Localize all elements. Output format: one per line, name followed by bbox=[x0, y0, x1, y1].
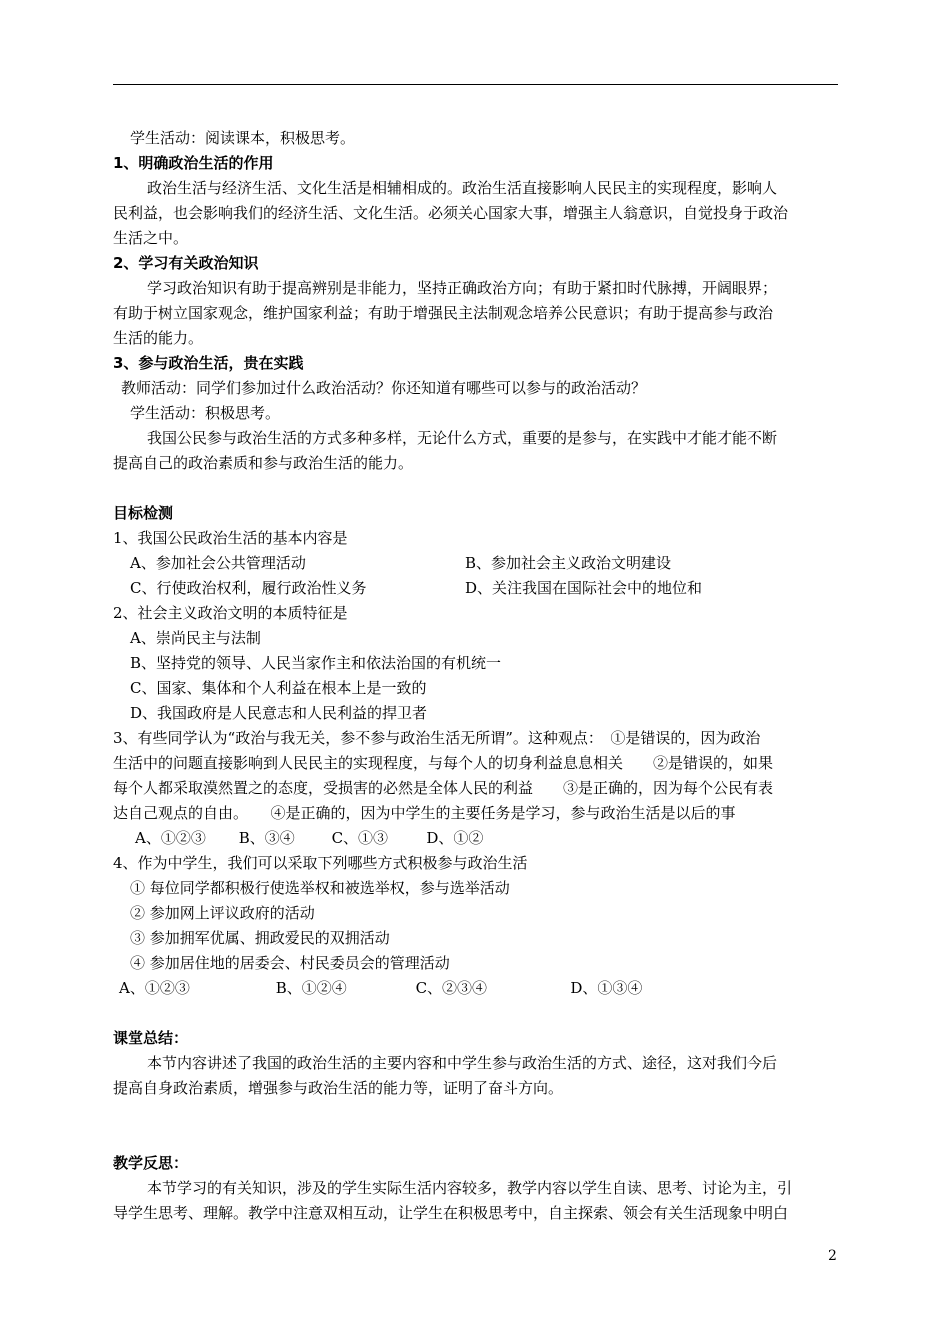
summary-para-end: 提高自身政治素质，增强参与政治生活的能力等，证明了奋斗方向。 bbox=[113, 1079, 564, 1097]
question-3-cont-2: 每个人都采取漠然置之的态度，受损害的必然是全体人民的利益 ③是正确的，因为每个公民有表 bbox=[113, 779, 774, 797]
q4-option-c: C、②③④ bbox=[415, 979, 488, 997]
q2-option-a: A、崇尚民主与法制 bbox=[130, 629, 261, 647]
q4-option-d: D、①③④ bbox=[570, 979, 643, 997]
q4-option-a: A、①②③ bbox=[119, 979, 190, 997]
para-1-end: 生活之中。 bbox=[113, 229, 189, 247]
spacer bbox=[113, 476, 838, 501]
q4-item-4: ④ 参加居住地的居委会、村民委员会的管理活动 bbox=[130, 954, 450, 972]
question-2: 2、社会主义政治文明的本质特征是 bbox=[113, 604, 348, 622]
student-activity-1: 学生活动：阅读课本，积极思考。 bbox=[130, 129, 356, 147]
q4-option-b: B、①②④ bbox=[275, 979, 347, 997]
question-4-options bbox=[113, 976, 838, 1001]
spacer bbox=[113, 1001, 838, 1026]
q4-item-1: ① 每位同学都积极行使选举权和被选举权，参与选举活动 bbox=[130, 879, 510, 897]
para-2-end: 生活的能力。 bbox=[113, 329, 204, 347]
reflection-para-cont: 导学生思考、理解。教学中注意双相互动，让学生在积极思考中，自主探索、领会有关生活现象中明白 bbox=[113, 1204, 789, 1222]
document-body bbox=[113, 126, 838, 1226]
question-4: 4、作为中学生，我们可以采取下列哪些方式积极参与政治生活 bbox=[113, 854, 528, 872]
q2-option-b: B、坚持党的领导、人民当家作主和依法治国的有机统一 bbox=[130, 654, 502, 672]
q2-option-d: D、我国政府是人民意志和人民利益的捍卫者 bbox=[130, 704, 428, 722]
question-3-options bbox=[113, 826, 838, 851]
question-3: 3、有些同学认为“政治与我无关，参不参与政治生活无所谓”。这种观点： ①是错误的，因为政治 bbox=[113, 729, 761, 747]
q3-option-a: A、①②③ bbox=[135, 829, 206, 847]
para-2-cont: 有助于树立国家观念，维护国家利益；有助于增强民主法制观念培养公民意识；有助于提高参与政治 bbox=[113, 304, 774, 322]
q1-option-a: A、参加社会公共管理活动 bbox=[130, 554, 306, 572]
heading-1: 1、明确政治生活的作用 bbox=[113, 154, 274, 172]
heading-3: 3、参与政治生活，贵在实践 bbox=[113, 354, 304, 372]
para-1: 政治生活与经济生活、文化生活是相辅相成的。政治生活直接影响人民民主的实现程度，影响人 bbox=[147, 179, 778, 197]
teacher-activity: 教师活动：同学们参加过什么政治活动？你还知道有哪些可以参与的政治活动？ bbox=[121, 379, 647, 397]
question-3-cont-3: 达自己观点的自由。 ④是正确的，因为中学生的主要任务是学习，参与政治生活是以后的事 bbox=[113, 804, 736, 822]
q4-item-2: ② 参加网上评议政府的活动 bbox=[130, 904, 315, 922]
section-teaching-reflection: 教学反思： bbox=[113, 1154, 189, 1172]
q1-option-b: B、参加社会主义政治文明建设 bbox=[465, 554, 672, 572]
spacer bbox=[113, 1101, 838, 1151]
page-number: 2 bbox=[828, 1248, 837, 1264]
question-1-options-row-1 bbox=[113, 551, 838, 576]
question-3-cont-1: 生活中的问题直接影响到人民民主的实现程度，与每个人的切身利益息息相关 ②是错误的，如果 bbox=[113, 754, 774, 772]
q4-item-3: ③ 参加拥军优属、拥政爱民的双拥活动 bbox=[130, 929, 390, 947]
question-1-options-row-2 bbox=[113, 576, 838, 601]
section-goal-test: 目标检测 bbox=[113, 504, 174, 522]
student-activity-2: 学生活动：积极思考。 bbox=[130, 404, 281, 422]
para-2: 学习政治知识有助于提高辨别是非能力，坚持正确政治方向；有助于紧扣时代脉搏，开阔眼界； bbox=[147, 279, 778, 297]
q1-option-d: D、关注我国在国际社会中的地位和 bbox=[465, 579, 703, 597]
para-3-end: 提高自己的政治素质和参与政治生活的能力。 bbox=[113, 454, 414, 472]
header-rule bbox=[113, 84, 838, 85]
para-1-cont: 民利益，也会影响我们的经济生活、文化生活。必须关心国家大事，增强主人翁意识，自觉投身于政治 bbox=[113, 204, 789, 222]
question-1: 1、我国公民政治生活的基本内容是 bbox=[113, 529, 348, 547]
q2-option-c: C、国家、集体和个人利益在根本上是一致的 bbox=[130, 679, 427, 697]
q3-option-d: D、①② bbox=[426, 829, 484, 847]
section-class-summary: 课堂总结： bbox=[113, 1029, 189, 1047]
q3-option-b: B、③④ bbox=[238, 829, 295, 847]
q3-option-c: C、①③ bbox=[331, 829, 389, 847]
reflection-para: 本节学习的有关知识，涉及的学生实际生活内容较多，教学内容以学生自读、思考、讨论为主，引 bbox=[147, 1179, 793, 1197]
q1-option-c: C、行使政治权利，履行政治性义务 bbox=[130, 579, 367, 597]
para-3: 我国公民参与政治生活的方式多种多样，无论什么方式，重要的是参与，在实践中才能才能不断 bbox=[147, 429, 778, 447]
summary-para: 本节内容讲述了我国的政治生活的主要内容和中学生参与政治生活的方式、途径，这对我们今后 bbox=[147, 1054, 778, 1072]
heading-2: 2、学习有关政治知识 bbox=[113, 254, 259, 272]
